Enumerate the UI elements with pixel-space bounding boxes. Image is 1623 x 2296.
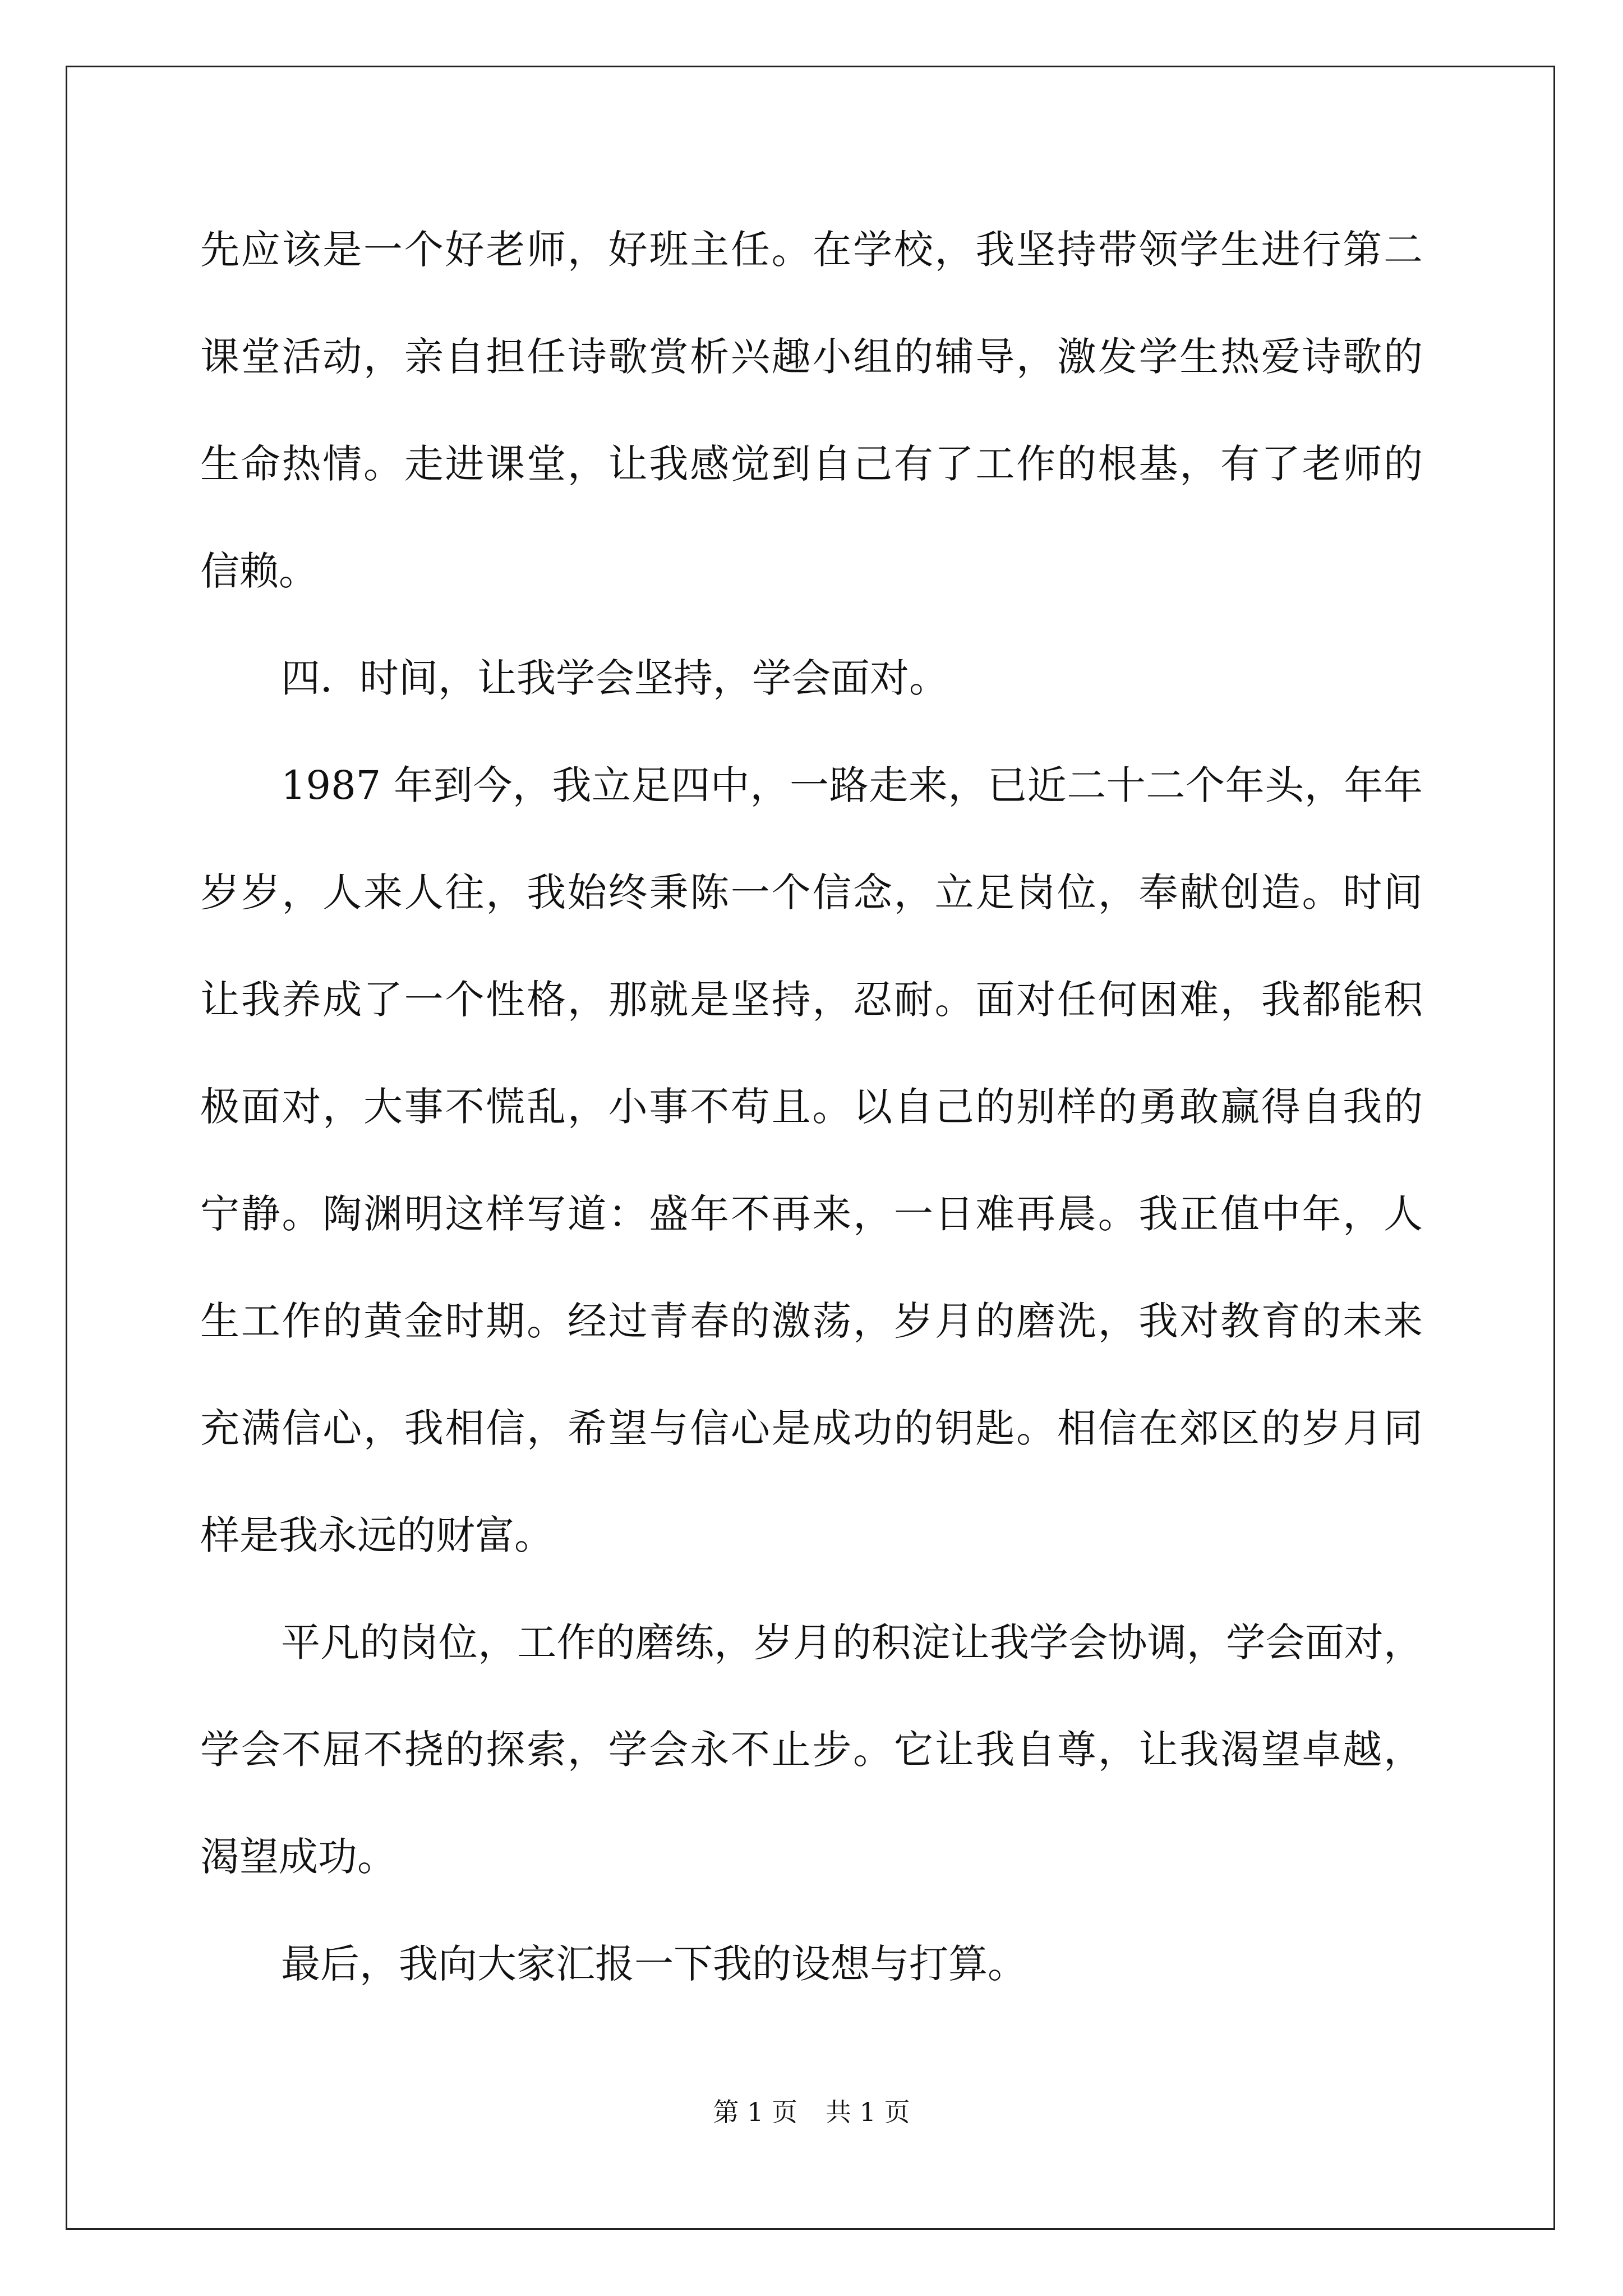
text-line: 宁静。陶渊明这样写道：盛年不再来，一日难再晨。我正值中年，人 — [200, 1191, 1423, 1237]
document-body — [200, 216, 1423, 2037]
text-line: 样是我永远的财富。 — [200, 1512, 554, 1558]
text-line: 生命热情。走进课堂，让我感觉到自己有了工作的根基，有了老师的 — [200, 441, 1423, 487]
text-line: 信赖。 — [200, 548, 318, 594]
page-number: 第 1 页 — [713, 2097, 797, 2127]
text-line: 最后，我向大家汇报一下我的设想与打算。 — [281, 1941, 1027, 1987]
text-line: 先应该是一个好老师，好班主任。在学校，我坚持带领学生进行第二 — [200, 227, 1423, 273]
text-line: 充满信心，我相信，希望与信心是成功的钥匙。相信在郊区的岁月同 — [200, 1405, 1423, 1451]
text-line: 生工作的黄金时期。经过青春的激荡，岁月的磨洗，我对教育的未来 — [200, 1298, 1423, 1344]
text-line: 课堂活动，亲自担任诗歌赏析兴趣小组的辅导，激发学生热爱诗歌的 — [200, 334, 1423, 380]
text-line: 让我养成了一个性格，那就是坚持，忍耐。面对任何困难，我都能积 — [200, 977, 1423, 1023]
text-line: 平凡的岗位，工作的磨练，岁月的积淀让我学会协调，学会面对， — [281, 1619, 1423, 1665]
text-line: 1987 年到今，我立足四中，一路走来，已近二十二个年头，年年 — [281, 762, 1423, 808]
text-line: 学会不屈不挠的探索，学会永不止步。它让我自尊，让我渴望卓越， — [200, 1727, 1423, 1773]
page-footer — [0, 2095, 1623, 2129]
page-total: 共 1 页 — [826, 2097, 910, 2127]
section-heading: 四．时间，让我学会坚持，学会面对。 — [281, 655, 948, 701]
text-line: 岁岁，人来人往，我始终秉陈一个信念，立足岗位，奉献创造。时间 — [200, 869, 1423, 915]
text-line: 渴望成功。 — [200, 1834, 396, 1880]
text-line: 极面对，大事不慌乱，小事不苟且。以自己的别样的勇敢赢得自我的 — [200, 1084, 1423, 1130]
